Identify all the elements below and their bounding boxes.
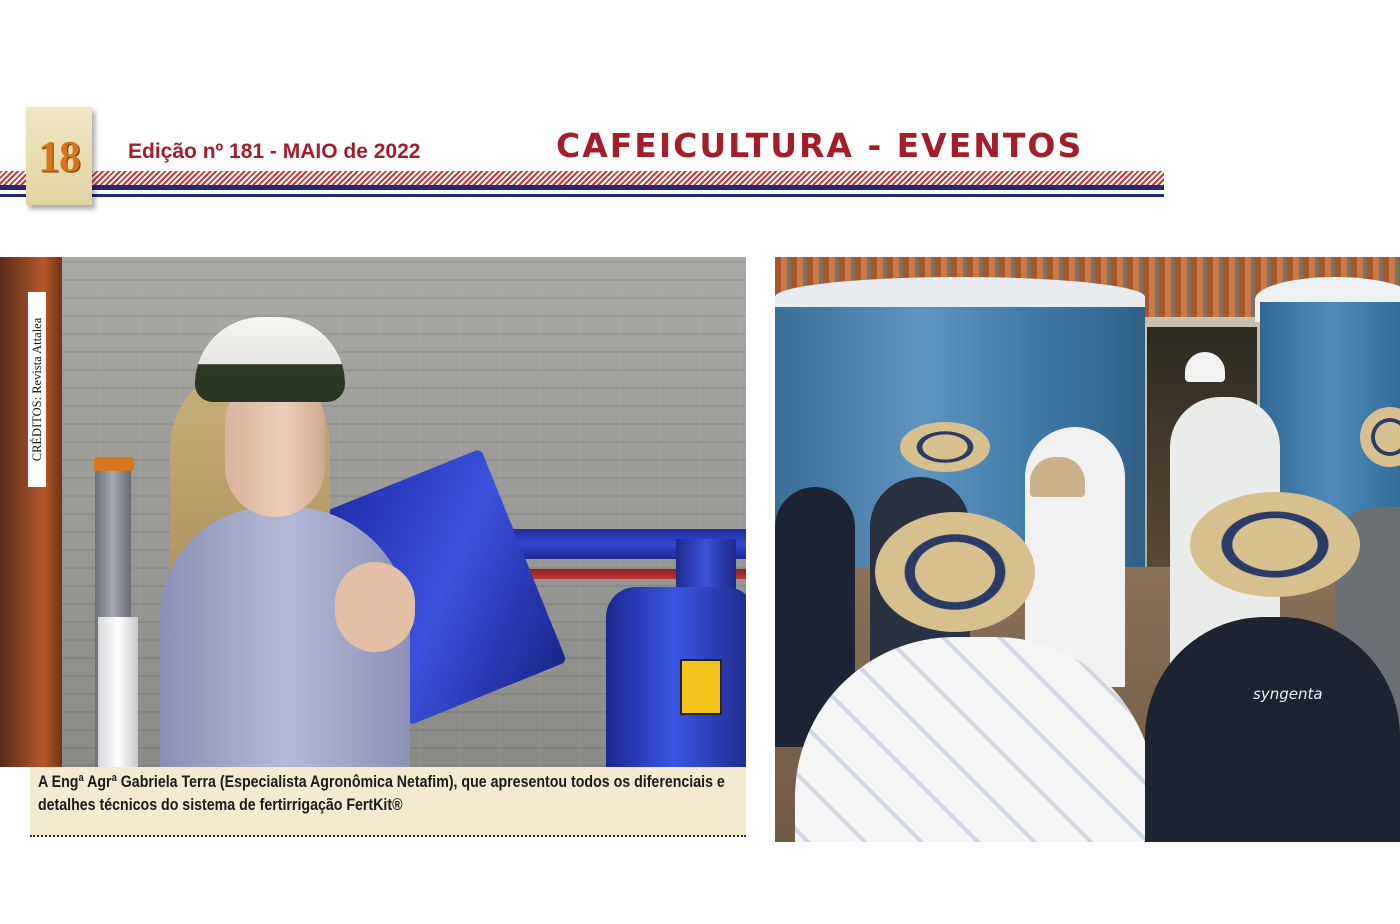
attendee-dark-shirt [1145,617,1400,842]
attendee-cap [1030,457,1085,497]
speaker-figure [150,307,410,767]
page-number: 18 [38,132,80,181]
speaker-cap [195,317,345,402]
white-pipe [98,617,138,767]
header-rule-blue-thin [0,194,1164,197]
blue-filter-tank [606,587,746,767]
orange-valve [94,457,134,471]
header-rule-blue [0,185,1164,190]
straw-hat [875,512,1035,632]
speaker-hand [335,562,415,652]
photo-caption: A Engª Agrª Gabriela Terra (Especialista Agronômica Netafim), que apresentou todos os diferenciais e detalhes técnicos do sistema de fertirrigação FertKit® [38,773,725,814]
section-title: CAFEICULTURA - EVENTOS [556,126,1084,165]
straw-hat [1190,492,1360,597]
photo-caption-box [30,767,746,837]
left-photo [0,257,746,767]
photo-credit: CRÉDITOS: Revista Attalea [30,317,44,462]
photo-credit-strip [28,292,46,487]
header-rule-stripes [0,171,1164,185]
straw-hat [900,422,990,472]
tank-warning-label [680,659,722,715]
right-photo [775,257,1400,842]
page-number-badge [26,107,92,205]
edition-label: Edição nº 181 - MAIO de 2022 [128,140,421,163]
shirt-logo: syngenta [1253,685,1323,703]
